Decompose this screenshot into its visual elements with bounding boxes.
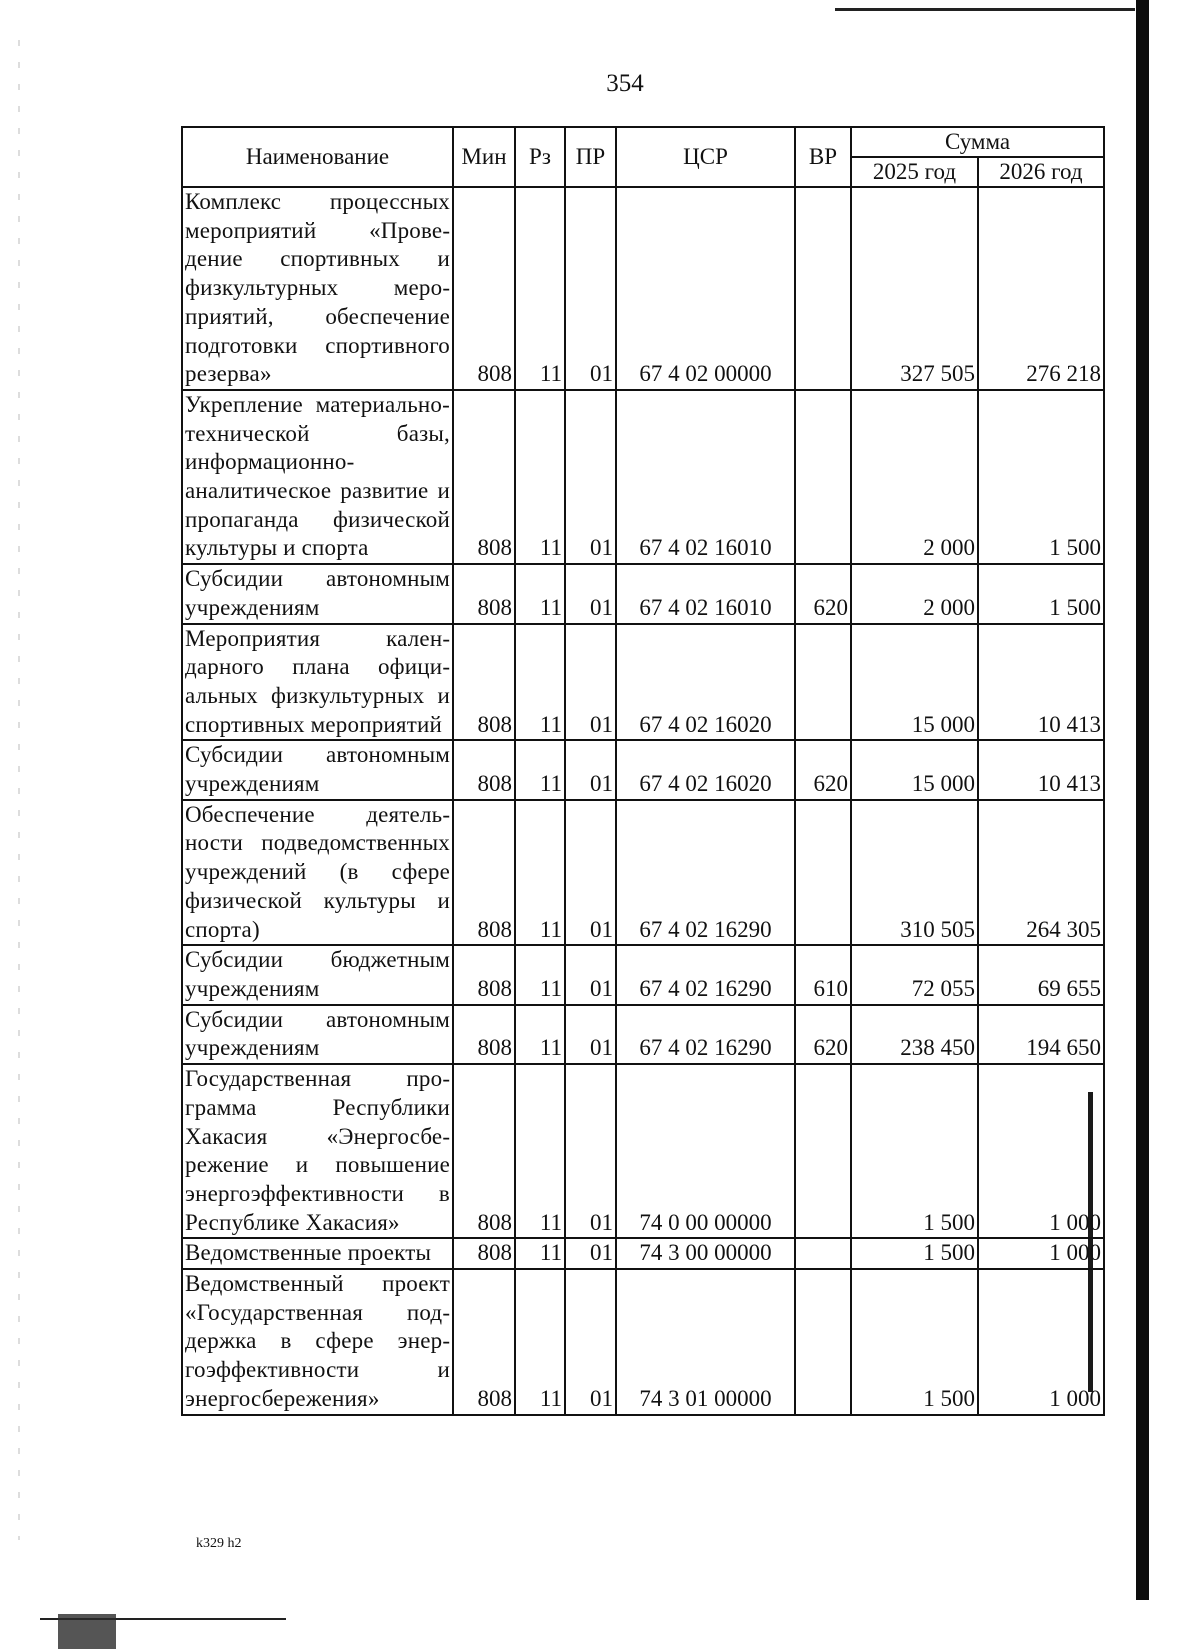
row-csr: 67 4 02 16010 (616, 564, 795, 623)
row-vr: 620 (795, 1005, 851, 1064)
row-csr: 67 4 02 16290 (616, 945, 795, 1004)
row-rz: 11 (515, 740, 565, 799)
table-row (182, 1269, 1104, 1415)
row-rz: 11 (515, 945, 565, 1004)
row-rz: 11 (515, 564, 565, 623)
row-csr: 74 3 01 00000 (616, 1269, 795, 1415)
table-row (182, 945, 1104, 1004)
row-rz: 11 (515, 1238, 565, 1269)
row-min: 808 (453, 740, 515, 799)
row-pr: 01 (565, 1269, 616, 1415)
header-vr: ВР (795, 127, 851, 187)
row-pr: 01 (565, 1005, 616, 1064)
table-row (182, 800, 1104, 946)
header-pr: ПР (565, 127, 616, 187)
row-vr (795, 624, 851, 741)
row-amount-2026: 10 413 (978, 624, 1104, 741)
row-name: Мероприятия календарного плана официальных физкультурных и спортивных мероприятий (182, 624, 453, 741)
table-row (182, 624, 1104, 741)
scan-edge-artifact (18, 40, 20, 1540)
table-row (182, 1064, 1104, 1238)
row-amount-2025: 1 500 (851, 1269, 978, 1415)
header-sum: Сумма (851, 127, 1104, 157)
row-amount-2026: 1 500 (978, 390, 1104, 564)
row-amount-2026: 1 000 (978, 1238, 1104, 1269)
header-year-2025: 2025 год (851, 157, 978, 187)
row-amount-2026: 1 500 (978, 564, 1104, 623)
row-amount-2025: 15 000 (851, 740, 978, 799)
row-rz: 11 (515, 1005, 565, 1064)
row-vr (795, 800, 851, 946)
row-min: 808 (453, 624, 515, 741)
row-min: 808 (453, 1238, 515, 1269)
row-min: 808 (453, 187, 515, 390)
row-csr: 67 4 02 16290 (616, 1005, 795, 1064)
row-name: Ведомственный проект «Государственная поддержка в сфере энергоэффективности и энергосбережения» (182, 1269, 453, 1415)
scan-blob-artifact (58, 1614, 116, 1649)
row-pr: 01 (565, 624, 616, 741)
row-amount-2025: 72 055 (851, 945, 978, 1004)
row-pr: 01 (565, 564, 616, 623)
row-amount-2025: 2 000 (851, 390, 978, 564)
header-row (182, 127, 1104, 157)
row-pr: 01 (565, 945, 616, 1004)
budget-table (181, 126, 1105, 1416)
row-min: 808 (453, 390, 515, 564)
row-amount-2025: 15 000 (851, 624, 978, 741)
row-amount-2026: 1 000 (978, 1064, 1104, 1238)
row-rz: 11 (515, 624, 565, 741)
header-min: Мин (453, 127, 515, 187)
row-rz: 11 (515, 390, 565, 564)
row-vr: 620 (795, 740, 851, 799)
row-amount-2025: 1 500 (851, 1238, 978, 1269)
table-row (182, 1005, 1104, 1064)
row-vr (795, 390, 851, 564)
row-amount-2026: 194 650 (978, 1005, 1104, 1064)
row-name: Субсидии автономным учреждениям (182, 564, 453, 623)
row-amount-2026: 276 218 (978, 187, 1104, 390)
row-min: 808 (453, 945, 515, 1004)
row-min: 808 (453, 1005, 515, 1064)
row-name: Обеспечение деятельности подведомственных учреждений (в сфере физической культуры и спорта) (182, 800, 453, 946)
row-pr: 01 (565, 187, 616, 390)
table-row (182, 740, 1104, 799)
row-name: Комплекс процессных мероприятий «Проведение спортивных и физкультурных мероприятий, обеспечение подготовки спортивного резерва» (182, 187, 453, 390)
table-row (182, 1238, 1104, 1269)
header-rz: Рз (515, 127, 565, 187)
header-year-2026: 2026 год (978, 157, 1104, 187)
row-rz: 11 (515, 187, 565, 390)
row-vr (795, 1269, 851, 1415)
row-name: Субсидии автономным учреждениям (182, 1005, 453, 1064)
row-name: Субсидии автономным учреждениям (182, 740, 453, 799)
row-rz: 11 (515, 1269, 565, 1415)
row-pr: 01 (565, 1064, 616, 1238)
table-row (182, 564, 1104, 623)
row-csr: 67 4 02 16010 (616, 390, 795, 564)
row-vr: 610 (795, 945, 851, 1004)
row-amount-2025: 327 505 (851, 187, 978, 390)
row-pr: 01 (565, 1238, 616, 1269)
row-csr: 67 4 02 16020 (616, 740, 795, 799)
table-row (182, 187, 1104, 390)
row-amount-2025: 1 500 (851, 1064, 978, 1238)
header-name: Наименование (182, 127, 453, 187)
row-amount-2026: 264 305 (978, 800, 1104, 946)
row-min: 808 (453, 1064, 515, 1238)
row-pr: 01 (565, 390, 616, 564)
row-amount-2026: 10 413 (978, 740, 1104, 799)
row-rz: 11 (515, 800, 565, 946)
row-csr: 74 0 00 00000 (616, 1064, 795, 1238)
row-csr: 67 4 02 16020 (616, 624, 795, 741)
row-amount-2026: 1 000 (978, 1269, 1104, 1415)
row-min: 808 (453, 1269, 515, 1415)
row-name: Субсидии бюджетным учреждениям (182, 945, 453, 1004)
row-vr (795, 1064, 851, 1238)
row-vr (795, 1238, 851, 1269)
scan-right-bar-artifact (1136, 0, 1149, 1600)
footer-code: k329 h2 (196, 1536, 242, 1551)
row-csr: 67 4 02 00000 (616, 187, 795, 390)
row-min: 808 (453, 800, 515, 946)
row-name: Ведомственные проекты (182, 1238, 453, 1269)
row-amount-2025: 238 450 (851, 1005, 978, 1064)
row-name: Государственная программа Республики Хакасия «Энергосбережение и повышение энергоэффективности в Республике Хакасия» (182, 1064, 453, 1238)
row-vr (795, 187, 851, 390)
row-vr: 620 (795, 564, 851, 623)
scan-top-line-artifact (835, 8, 1135, 11)
page-number: 354 (606, 70, 644, 97)
row-name: Укрепление материально-технической базы, информационно-аналитическое развитие и пропаганда физической культуры и спорта (182, 390, 453, 564)
row-amount-2025: 2 000 (851, 564, 978, 623)
row-min: 808 (453, 564, 515, 623)
header-csr: ЦСР (616, 127, 795, 187)
table-row (182, 390, 1104, 564)
row-rz: 11 (515, 1064, 565, 1238)
row-csr: 74 3 00 00000 (616, 1238, 795, 1269)
row-amount-2025: 310 505 (851, 800, 978, 946)
row-pr: 01 (565, 800, 616, 946)
row-csr: 67 4 02 16290 (616, 800, 795, 946)
row-amount-2026: 69 655 (978, 945, 1104, 1004)
row-pr: 01 (565, 740, 616, 799)
